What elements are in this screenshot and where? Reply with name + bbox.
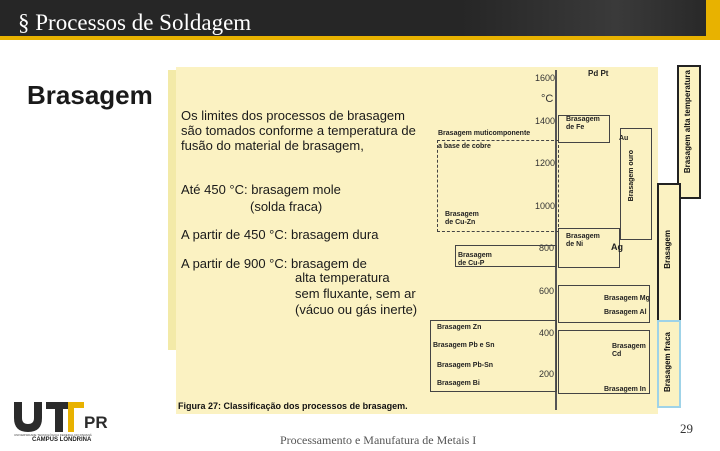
label-pb-sn: Brasagem Pb e Sn bbox=[433, 342, 495, 349]
label-ag: Ag bbox=[611, 242, 623, 252]
label-cobre: a base de cobre bbox=[438, 143, 491, 150]
label-cd-2: Cd bbox=[612, 351, 622, 358]
tick-label: 200 bbox=[539, 369, 555, 379]
item3-line-3: sem fluxante, sem ar bbox=[295, 286, 416, 301]
section-heading: Brasagem bbox=[27, 80, 153, 110]
intro-line-2: são tomados conforme a temperatura de bbox=[181, 123, 416, 138]
intro-line-1: Os limites dos processos de brasagem bbox=[181, 108, 405, 123]
label-cd-1: Brasagem bbox=[612, 343, 646, 350]
utfpr-logo bbox=[10, 398, 120, 446]
header-gold-line bbox=[0, 36, 720, 40]
item3-line-4: (vácuo ou gás inerte) bbox=[295, 302, 418, 317]
label-cup-1: Brasagem bbox=[458, 252, 492, 259]
item3-line-2: alta temperatura bbox=[295, 270, 390, 285]
page-number: 29 bbox=[680, 421, 693, 436]
tick-label: 400 bbox=[539, 328, 555, 338]
tick-label: 1600 bbox=[535, 73, 556, 83]
footer-course-name: Processamento e Manufatura de Metais I bbox=[280, 433, 477, 447]
tick-label: 1000 bbox=[535, 201, 556, 211]
category-label-brasagem: Brasagem bbox=[663, 230, 672, 269]
figure-caption: Figura 27: Classificação dos processos de brasagem. bbox=[178, 401, 408, 411]
tick-label: 1400 bbox=[535, 116, 556, 126]
label-pb-sn-2: Brasagem Pb-Sn bbox=[437, 362, 494, 369]
item1-line-2: (solda fraca) bbox=[250, 199, 323, 214]
logo-campus: CAMPUS LONDRINA bbox=[32, 437, 92, 443]
label-ni-1: Brasagem bbox=[566, 233, 600, 240]
label-zn: Brasagem Zn bbox=[437, 324, 482, 331]
slide-title-text: Processos de Soldagem bbox=[35, 10, 252, 35]
tick-label: 1200 bbox=[535, 158, 556, 168]
label-au: Au bbox=[619, 135, 629, 142]
category-label-alta: Brasagem alta temperatura bbox=[683, 70, 692, 174]
intro-line-3: fusão do material de brasagem, bbox=[181, 138, 364, 153]
range-box-au bbox=[620, 128, 652, 240]
header-gradient bbox=[460, 0, 720, 40]
label-bi: Brasagem Bi bbox=[437, 380, 480, 387]
item3-line-1: A partir de 900 °C: brasagem de bbox=[181, 256, 367, 271]
label-cuzn-2: de Cu-Zn bbox=[445, 219, 476, 226]
item2-line: A partir de 450 °C: brasagem dura bbox=[181, 227, 379, 242]
range-box-mg-al bbox=[558, 285, 650, 323]
label-cup-2: de Cu-P bbox=[458, 260, 485, 267]
label-ouro: Brasagem ouro bbox=[628, 150, 635, 202]
label-pd-pt: Pd Pt bbox=[588, 69, 609, 78]
label-mg: Brasagem Mg bbox=[604, 295, 650, 302]
label-multi: Brasagem muticomponente bbox=[438, 130, 531, 137]
logo-university-line: UNIVERSIDADE TECNOLÓGICA FEDERAL DO PARANÁ bbox=[14, 433, 92, 437]
bullet-icon: § bbox=[18, 10, 30, 35]
label-cuzn-1: Brasagem bbox=[445, 211, 479, 218]
label-in: Brasagem In bbox=[604, 386, 647, 393]
svg-text:PR: PR bbox=[84, 413, 108, 432]
tick-label: 600 bbox=[539, 286, 555, 296]
axis-unit: °C bbox=[541, 93, 554, 105]
range-box-cd-in bbox=[558, 330, 650, 394]
header-gold-stripe bbox=[706, 0, 720, 40]
label-fe-1: Brasagem bbox=[566, 116, 600, 123]
category-label-fraca: Brasagem fraca bbox=[663, 332, 672, 393]
item1-line-1: Até 450 °C: brasagem mole bbox=[181, 182, 341, 197]
label-al: Brasagem Al bbox=[604, 309, 647, 316]
label-ni-2: de Ni bbox=[566, 241, 584, 248]
label-fe-2: de Fe bbox=[566, 124, 585, 131]
slide-title bbox=[18, 10, 251, 36]
tick-label: 800 bbox=[539, 243, 555, 253]
